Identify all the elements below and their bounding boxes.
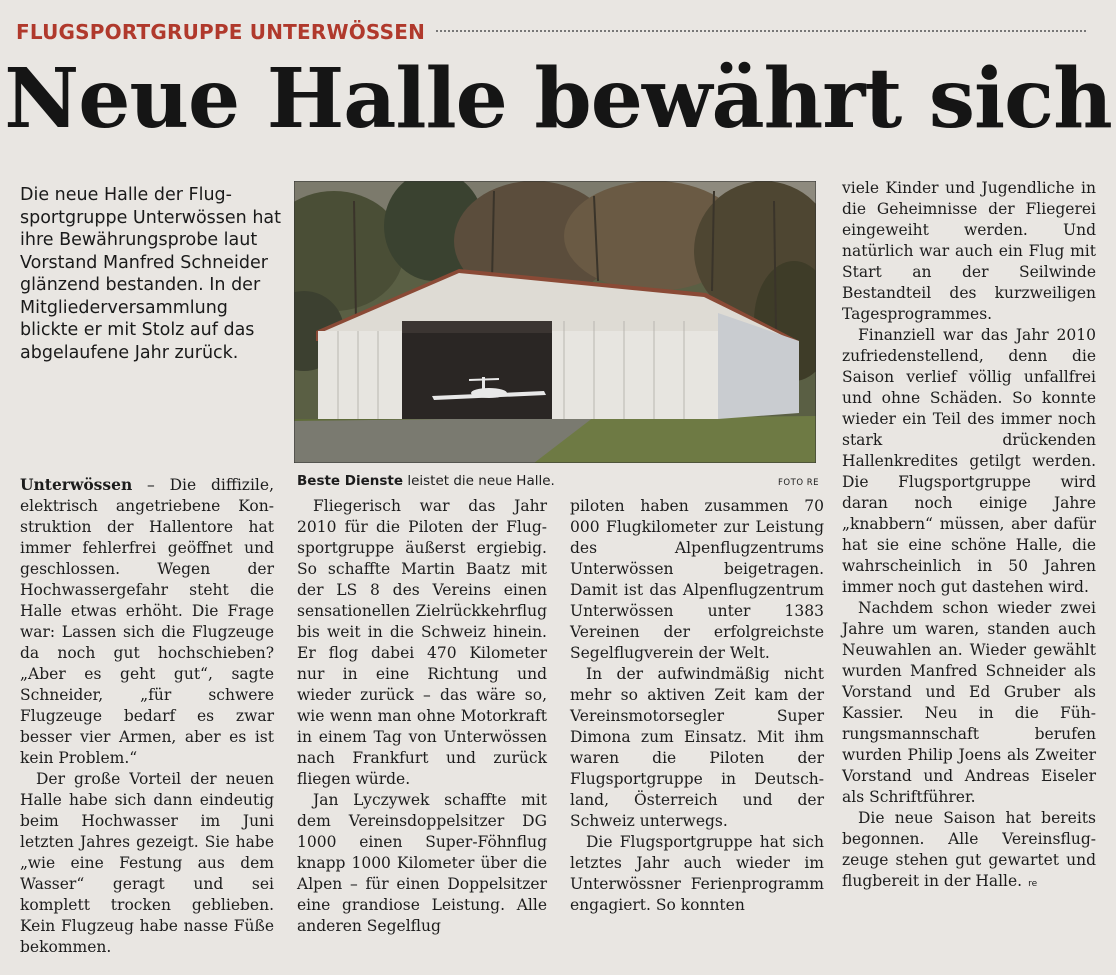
column-1-paragraph-1-text: – Die diffizile, elektrisch angetriebene Konstruktion der Hallentore hat immer fehlerfrei geöffnet und geschlossen. Wegen der Hochwassergefahr steht die Halle etwas erhöht. Die Frage war: Lassen sich die Flugzeuge da noch gut hochschieben? „Aber es geht gut“, sagte Schneider, „für schwere Flugzeuge bedarf es zwar besser vier Armen, aber es ist kein Problem.“: [20, 476, 274, 767]
column-1-paragraph-2: Der große Vorteil der neuen Halle habe sich dann eindeutig beim Hochwasser im Juni letzten Jahres gezeigt. Sie habe „wie eine Festung aus dem Wasser“ geragt und sei komplett trocken geblieben. Kein Flugzeug habe nasse Füße bekommen.: [20, 770, 274, 956]
column-4-paragraph-2: Finanziell war das Jahr 2010 zufriedenstellend, denn die Saison verlief völlig unfallfrei und ohne Schäden. So konnte wieder ein Teil des immer noch stark drückenden Hallenkredites getilgt werden. Die Flugsportgruppe wird daran noch einige Jahre „knabbern“ müssen, aber dafür hat sie eine schöne Halle, die wahrscheinlich in 50 Jahren immer noch gut dastehen wird.: [842, 326, 1096, 596]
column-4-paragraph-1: viele Kinder und Jugendliche in die Geheimnisse der Fliegerei eingeweiht werden. Und natürlich war auch ein Flug mit Start an der Seilwinde Bestandteil des kurzweiligen Tagesprogrammes.: [842, 179, 1096, 323]
photo-caption: [297, 472, 819, 490]
section-kicker: FLUGSPORTGRUPPE UNTERWÖSSEN: [16, 20, 426, 44]
column-3-paragraph-2: In der aufwindmäßig nicht mehr so aktiven Zeit kam der Vereinsmotorsegler Super Dimona zum Einsatz. Mit ihm waren die Piloten der Flugsportgruppe in Deutschland, Österreich und der Schweiz unterwegs.: [570, 665, 824, 830]
lead-paragraph: Die neue Halle der Flugsportgruppe Unterwössen hat ihre Bewährungsprobe laut Vorstand Manfred Schneider glänzend bestanden. In der Mitgliederversammlung blickte er mit Stolz auf das abgelaufene Jahr zurück.: [20, 185, 282, 363]
photo-credit: FOTO RE: [778, 478, 819, 488]
column-3-paragraph-3: Die Flugsportgruppe hat sich letztes Jahr auch wieder im Unterwössner Ferienprogramm engagiert. So konnten: [570, 833, 824, 914]
column-2-paragraph-1: Fliegerisch war das Jahr 2010 für die Piloten der Flugsportgruppe äußerst ergiebig. So schaffte Martin Baatz mit der LS 8 des Vereins einen sensationellen Zielrückkehrflug bis weit in die Schweiz hinein. Er flog dabei 470 Kilometer nur in eine Richtung und wieder zurück – das wäre so, wie wenn man ohne Motorkraft in einem Tag von Unterwössen nach Frankfurt und zurück fliegen würde.: [297, 497, 547, 788]
column-4-paragraph-4-text: Die neue Saison hat bereits begonnen. Alle Vereinsflugzeuge stehen gut gewartet und flugbereit in der Halle.: [842, 809, 1096, 890]
headline: Neue Halle bewährt sich: [4, 51, 1112, 147]
column-2-paragraph-2: Jan Lyczywek schaffte mit dem Vereinsdoppelsitzer DG 1000 einen Super-Föhnflug knapp 1000 Kilometer über die Alpen – für einen Doppelsitzer eine grandiose Leistung. Alle anderen Segelflug: [297, 791, 547, 935]
caption-text: leistet die neue Halle.: [403, 473, 555, 489]
column-4-paragraph-4: [842, 808, 1096, 895]
column-3-paragraph-1: piloten haben zusammen 70 000 Flugkilometer zur Leistung des Alpenflugzentrums Unterwössen beigetragen. Damit ist das Alpenflugzentrum Unterwössen unter 1383 Vereinen der erfolgreichste Segelflugverein der Welt.: [570, 497, 824, 662]
column-1-paragraph-1: [20, 474, 274, 769]
kicker-dotted-rule: [436, 30, 1086, 32]
article-column-1: [20, 474, 274, 958]
article-column-2: [297, 496, 547, 937]
hangar-photo: [294, 181, 816, 463]
dateline: Unterwössen: [20, 475, 133, 494]
hangar-photo-illustration: [294, 181, 816, 463]
author-signature: re: [1028, 879, 1038, 889]
article-column-3: [570, 496, 824, 916]
article-column-4: [842, 178, 1096, 895]
column-4-paragraph-3: Nachdem schon wieder zwei Jahre um waren, standen auch Neuwahlen an. Wieder gewählt wurden Manfred Schneider als Vorstand und Ed Gruber als Kassier. Neu in die Führungsmannschaft berufen wurden Philip Joens als Zweiter Vorstand und Andreas Eiseler als Schriftführer.: [842, 599, 1096, 806]
caption-bold: Beste Dienste: [297, 473, 404, 489]
